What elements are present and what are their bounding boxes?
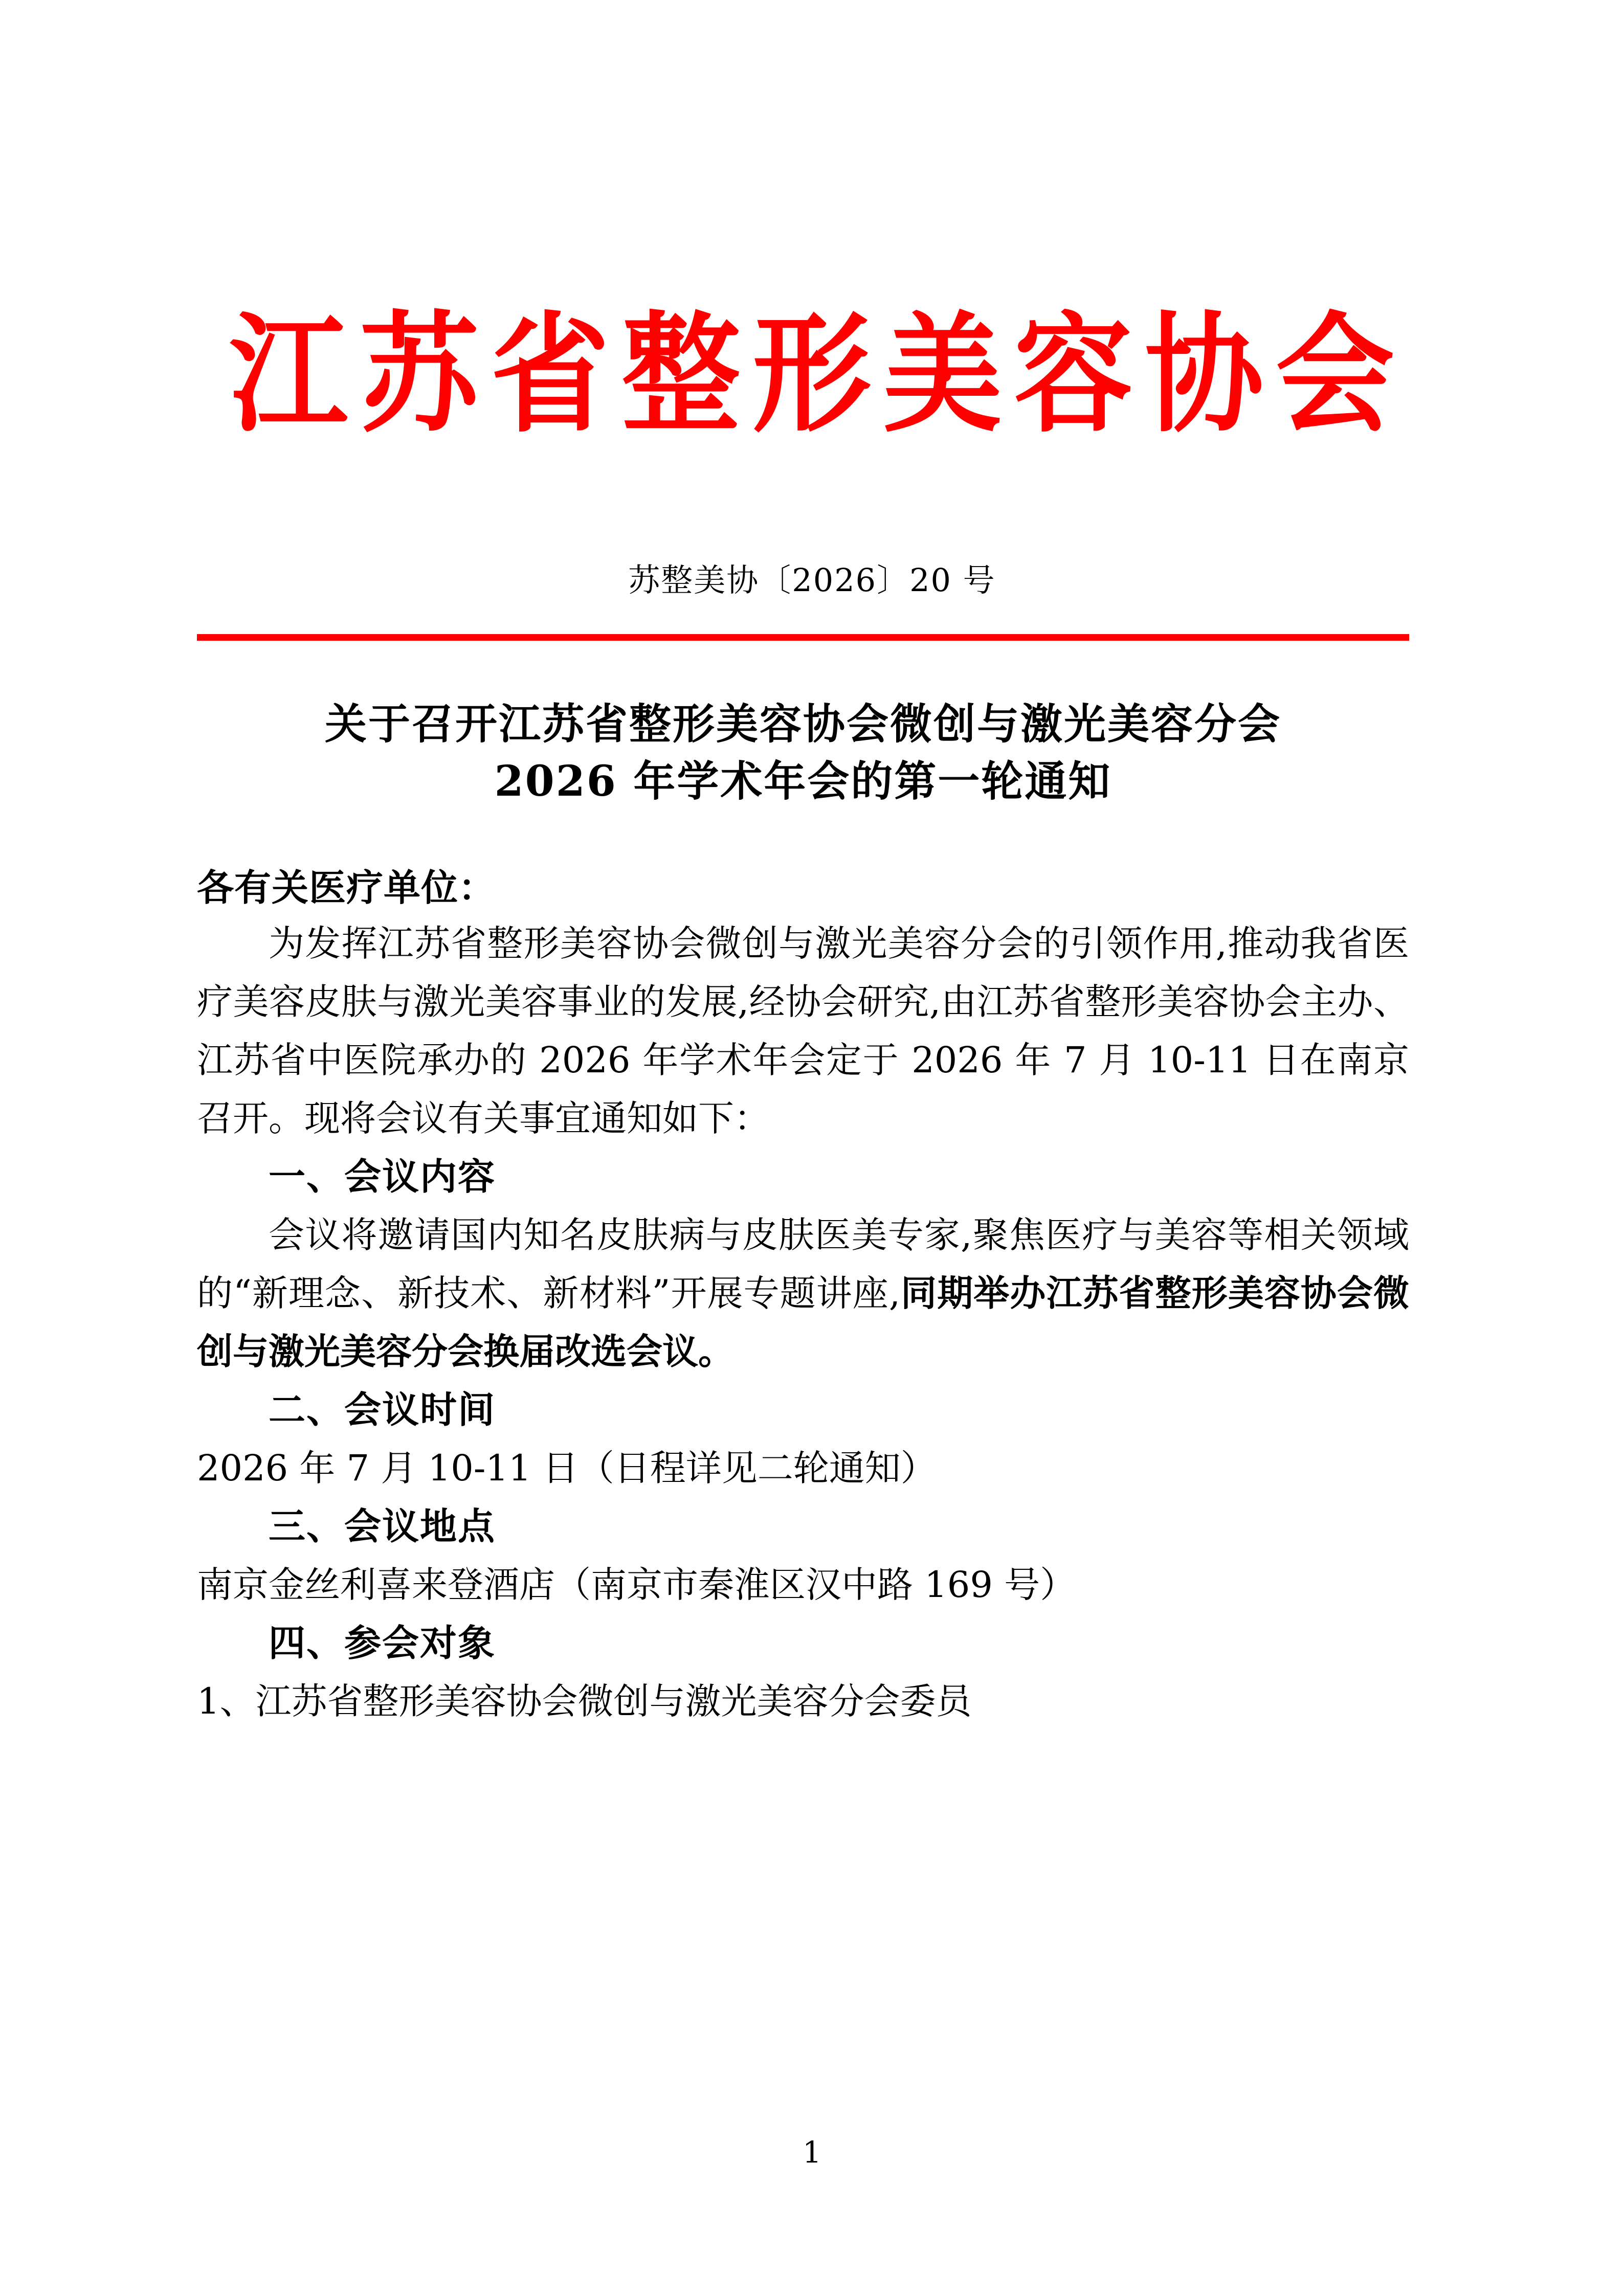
salutation: 各有关医疗单位： [197,866,496,909]
document-body [197,695,1409,1730]
letterhead [0,299,1624,450]
intro-paragraph: 为发挥江苏省整形美容协会微创与激光美容分会的引领作用,推动我省医疗美容皮肤与激光美容事业的发展,经协会研究,由江苏省整形美容协会主办、江苏省中医院承办的 2026 年学术年会定于 2026 年 7 月 10-11 日在南京召开。现将会议有关事宜通知如下： [197,922,1409,1139]
section-body-meeting-venue: 南京金丝利喜来登酒店（南京市秦淮区汉中路 169 号） [197,1564,1076,1606]
red-divider-rule [197,634,1409,641]
association-name-title: 江苏省整形美容协会 [229,299,1407,450]
document-number: 苏整美协〔2026〕20 号 [628,561,996,599]
section-body-meeting-content-normal: 会议将邀请国内知名皮肤病与皮肤医美专家,聚焦医疗与美容等相关领域的“新理念、新技术、新材料”开展专题讲座, [197,1214,1409,1314]
section-heading-meeting-time: 二、会议时间 [269,1388,496,1431]
section-body-meeting-time: 2026 年 7 月 10-11 日（日程详见二轮通知） [197,1447,937,1489]
page-title-line-2: 2026 年学术年会的第一轮通知 [494,757,1112,806]
section-heading-attendees: 四、参会对象 [269,1621,496,1664]
section-body-meeting-content-bold: 同期举办江苏省整形美容协会微创与激光美容分会换届改选会议。 [197,1272,1410,1372]
page-number: 1 [803,2135,821,2170]
section-heading-meeting-venue: 三、会议地点 [269,1504,496,1548]
section-body-attendees: 1、江苏省整形美容协会微创与激光美容分会委员 [197,1680,972,1722]
section-heading-meeting-content: 一、会议内容 [269,1155,496,1198]
page-title-line-1: 关于召开江苏省整形美容协会微创与激光美容分会 [324,700,1281,749]
section-body-meeting-content [197,1206,1409,1381]
page-title [197,695,1409,810]
